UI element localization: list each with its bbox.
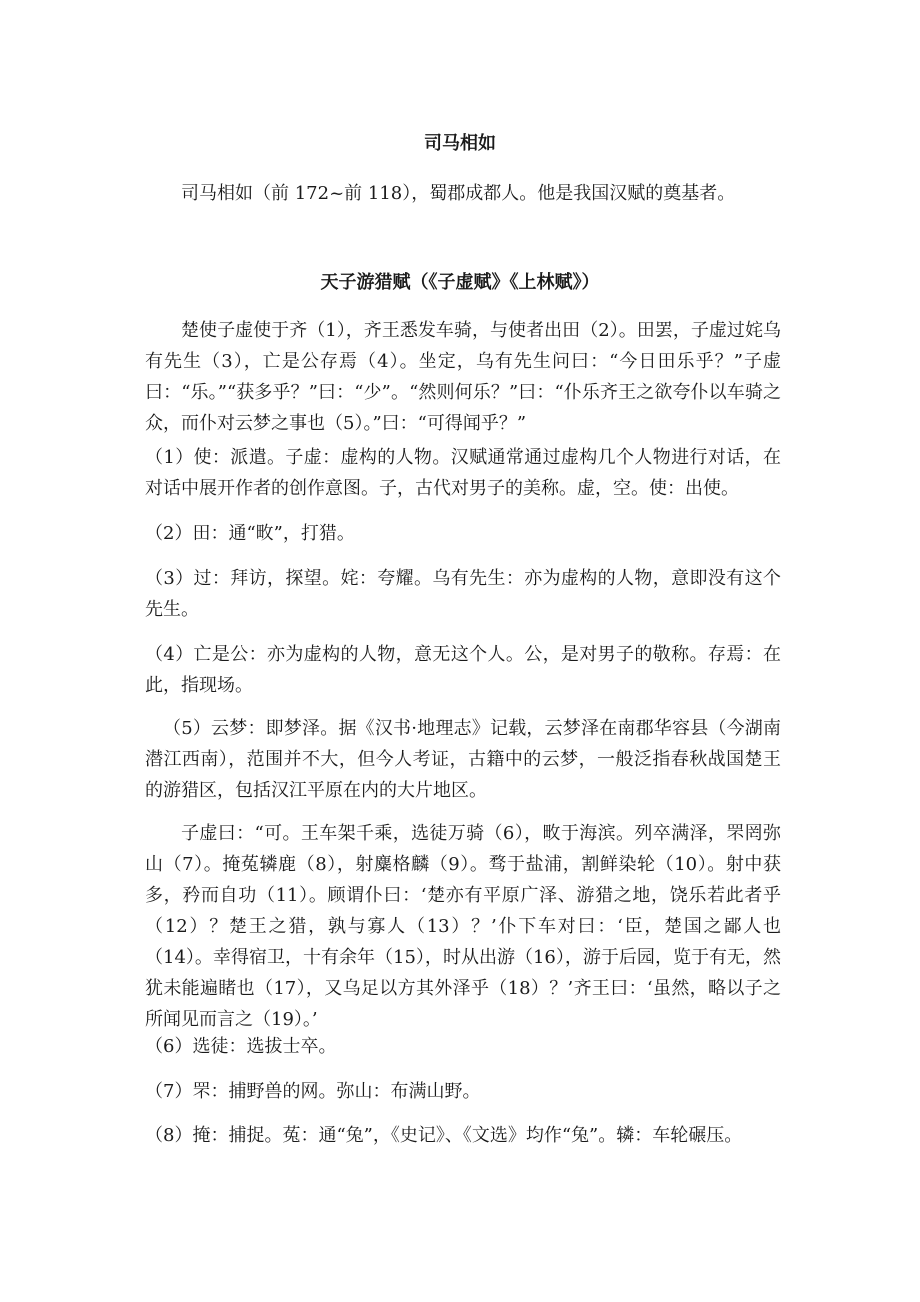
author-intro: 司马相如（前 172~前 118），蜀郡成都人。他是我国汉赋的奠基者。 — [181, 183, 736, 204]
annotation-3: （3）过：拜访，探望。姹：夸耀。乌有先生：亦为虚构的人物，意即没有这个先生。 — [145, 568, 781, 620]
text-paragraph-1: 楚使子虚使于齐（1），齐王悉发车骑，与使者出田（2）。田罢，子虚过姹乌有先生（3），亡是公存焉（4）。坐定，乌有先生问曰：“今日田乐乎？”子虚曰：“乐。”“获多乎？”曰：“少”。“然则何乐？”曰：“仆乐齐王之欲夸仆以车骑之众，而仆对云梦之事也（5）。”曰：“可得闻乎？” — [145, 320, 781, 434]
annotation-7: （7）罘：捕野兽的网。弥山：布满山野。 — [145, 1081, 481, 1102]
annotation-8: （8）掩：捕捉。菟：通“兔”，《史记》、《文选》均作“兔”。辚：车轮碾压。 — [145, 1125, 743, 1146]
annotation-6: （6）选徒：选拔士卒。 — [145, 1036, 337, 1057]
work-title: 天子游猎赋（《子虚赋》《上林赋》） — [320, 272, 600, 293]
annotation-2: （2）田：通“畋”，打猎。 — [145, 523, 355, 544]
text-paragraph-2: 子虚曰：“可。王车架千乘，选徒万骑（6），畋于海滨。列卒满泽，罘罔弥山（7）。掩菟辚鹿（8），射麋格麟（9）。骛于盐浦，割鲜染轮（10）。射中获多，矜而自功（11）。顾谓仆曰：‘楚亦有平原广泽、游猎之地，饶乐若此者乎（12）？楚王之猎，孰与寡人（13）？’仆下车对曰：‘臣，楚国之鄙人也（14）。幸得宿卫，十有余年（15），时从出游（16），游于后园，览于有无，然犹未能遍睹也（17），又乌足以方其外泽乎（18）？’齐王曰：‘虽然，略以子之所闻见而言之（19）。’ — [145, 823, 781, 1030]
annotation-1: （1）使：派遣。子虚：虚构的人物。汉赋通常通过虚构几个人物进行对话，在对话中展开作者的创作意图。子，古代对男子的美称。虚，空。使：出使。 — [145, 447, 781, 499]
annotation-5: （5）云梦：即梦泽。据《汉书·地理志》记载，云梦泽在南郡华容县（今湖南潜江西南），范围并不大，但今人考证，古籍中的云梦，一般泛指春秋战国楚王的游猎区，包括汉江平原在内的大片地区。 — [145, 718, 781, 801]
author-title: 司马相如 — [424, 133, 496, 154]
annotation-4: （4）亡是公：亦为虚构的人物，意无这个人。公，是对男子的敬称。存焉：在此，指现场。 — [145, 644, 781, 696]
